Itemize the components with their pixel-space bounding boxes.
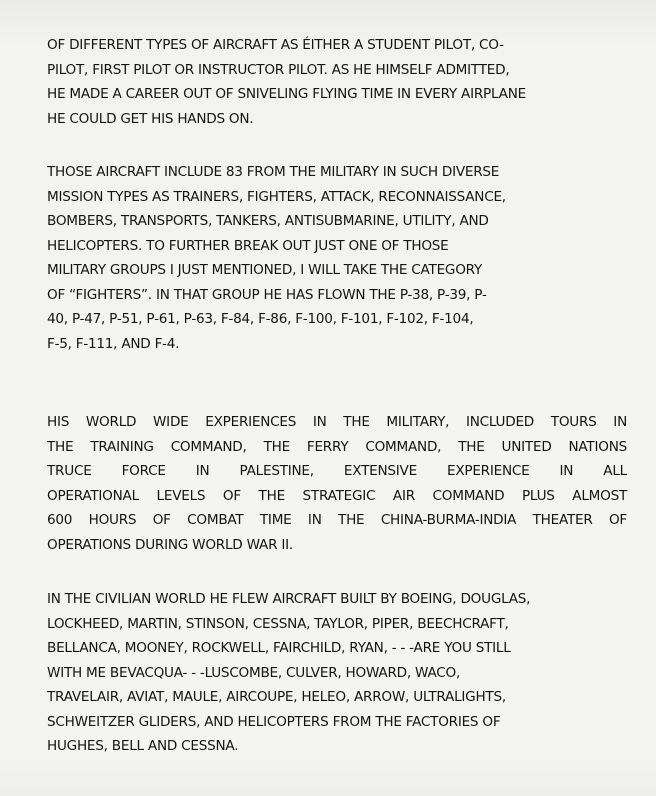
text-line: IN THE CIVILIAN WORLD HE FLEW AIRCRAFT BUILT BY BOEING, DOUGLAS, — [47, 591, 531, 607]
text-line: BELLANCA, MOONEY, ROCKWELL, FAIRCHILD, RYAN, - - -ARE YOU STILL — [47, 640, 511, 656]
text-line: HELICOPTERS. TO FURTHER BREAK OUT JUST ONE OF THOSE — [47, 237, 449, 254]
text-line: MILITARY GROUPS I JUST MENTIONED, I WILL TAKE THE CATEGORY — [47, 262, 483, 278]
text-line: WITH ME BEVACQUA- - -LUSCOMBE, CULVER, HOWARD, WACO, — [47, 664, 461, 681]
text-line: TRUCE FORCE IN PALESTINE, EXTENSIVE EXPERIENCE IN ALL — [47, 463, 627, 479]
text-line: OF DIFFERENT TYPES OF AIRCRAFT AS ÉITHER A STUDENT PILOT, CO- — [47, 37, 504, 53]
text-line: OPERATIONS DURING WORLD WAR II. — [47, 536, 293, 553]
paragraph-aircraft-types — [47, 33, 627, 131]
text-line: OF “FIGHTERS”. IN THAT GROUP HE HAS FLOWN THE P-38, P-39, P- — [47, 286, 487, 303]
text-line: THOSE AIRCRAFT INCLUDE 83 FROM THE MILITARY IN SUCH DIVERSE — [47, 164, 500, 180]
text-line: HE MADE A CAREER OUT OF SNIVELING FLYING TIME IN EVERY AIRPLANE — [47, 86, 526, 102]
text-line: BOMBERS, TRANSPORTS, TANKERS, ANTISUBMARINE, UTILITY, AND — [47, 213, 489, 229]
text-line: MISSION TYPES AS TRAINERS, FIGHTERS, ATTACK, RECONNAISSANCE, — [47, 188, 506, 205]
text-line: HUGHES, BELL AND CESSNA. — [47, 738, 239, 754]
paragraph-military-experience — [47, 410, 627, 557]
text-line: SCHWEITZER GLIDERS, AND HELICOPTERS FROM THE FACTORIES OF — [47, 713, 501, 730]
text-line: THE TRAINING COMMAND, THE FERRY COMMAND, THE UNITED NATIONS — [47, 438, 627, 455]
paragraph-civilian-aircraft — [47, 587, 627, 759]
text-line: PILOT, FIRST PILOT OR INSTRUCTOR PILOT. AS HE HIMSELF ADMITTED, — [47, 61, 510, 78]
text-line: HIS WORLD WIDE EXPERIENCES IN THE MILITARY, INCLUDED TOURS IN — [47, 414, 627, 430]
text-line: TRAVELAIR, AVIAT, MAULE, AIRCOUPE, HELEO, ARROW, ULTRALIGHTS, — [47, 689, 506, 705]
text-line: OPERATIONAL LEVELS OF THE STRATEGIC AIR COMMAND PLUS ALMOST — [47, 487, 627, 504]
text-line: F-5, F-111, AND F-4. — [47, 335, 180, 352]
text-line: LOCKHEED, MARTIN, STINSON, CESSNA, TAYLOR, PIPER, BEECHCRAFT, — [47, 615, 509, 632]
text-line: HE COULD GET HIS HANDS ON. — [47, 110, 254, 127]
text-line: 600 HOURS OF COMBAT TIME IN THE CHINA-BURMA-INDIA THEATER OF — [47, 512, 627, 528]
text-line: 40, P-47, P-51, P-61, P-63, F-84, F-86, F-100, F-101, F-102, F-104, — [47, 311, 474, 327]
paragraph-military-aircraft — [47, 160, 627, 356]
